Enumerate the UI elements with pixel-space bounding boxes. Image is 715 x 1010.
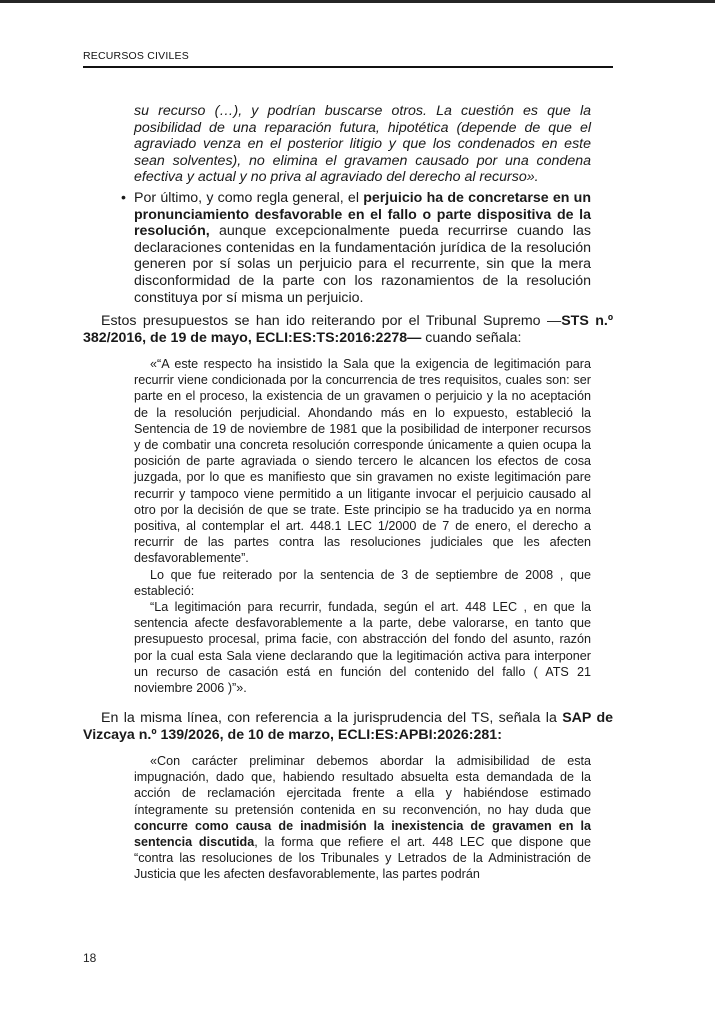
bullet-item bbox=[121, 189, 592, 306]
block-quote-sts bbox=[134, 356, 591, 696]
quote2-bold: concurre como causa de inadmisión la inexistencia de gravamen en la sentencia discutida bbox=[134, 818, 591, 850]
page-body bbox=[83, 103, 613, 883]
running-header bbox=[83, 50, 613, 68]
bullet-text-bold: perjuicio ha de concretarse en un pronunciamiento desfavorable en el fallo o parte dispositiva de la resolución, bbox=[134, 189, 592, 240]
quote-continuation: su recurso (…), y podrían buscarse otros. La cuestión es que la posibilidad de una reparación futura, hipotética (depende de que el agraviado venza en el posterior litigio y que los condenados en este sean solventes), no elimina el gravamen causado por una condena efectiva y actual y no priva al agraviado del derecho al recurso». bbox=[134, 103, 591, 186]
page-top-border bbox=[0, 0, 715, 3]
header-title: RECURSOS CIVILES bbox=[83, 50, 189, 62]
para1-citation: STS n.º 382/2016, de 19 de mayo, ECLI:ES:TS:2016:2278— bbox=[83, 313, 613, 346]
para1-before: Estos presupuestos se han ido reiterando por el Tribunal Supremo — bbox=[101, 313, 562, 330]
block-quote-sap bbox=[134, 753, 591, 883]
paragraph-sts-intro bbox=[83, 313, 613, 346]
para2-citation: SAP de Vizcaya n.º 139/2026, de 10 de marzo, ECLI:ES:APBI:2026:281: bbox=[83, 710, 614, 743]
header-rule bbox=[83, 66, 613, 68]
bullet-text-after: aunque excepcionalmente pueda recurrirse cuando las declaraciones contenidas en la fundamentación jurídica de la resolución generen por sí solas un perjuicio para el recurrente, sin que la mera disconformidad de la parte con los razonamientos de la resolución constituya por sí misma un perjuicio. bbox=[134, 223, 591, 306]
quote1-paragraph-3: “La legitimación para recurrir, fundada, según el art. 448 LEC , en que la sentencia afecte desfavorablemente a la parte, debe valorarse, en tanto que presupuesto procesal, prima facie, con abstracción del fondo del asunto, razón por la cual esta Sala viene declarando que la legitimación activa para interponer un recurso de casación está en función del contenido del fallo ( ATS 21 noviembre 2006 )”». bbox=[134, 599, 591, 695]
quote1-paragraph-2: Lo que fue reiterado por la sentencia de 3 de septiembre de 2008 , que estableció: bbox=[134, 567, 591, 598]
quote2-before: «Con carácter preliminar debemos abordar la admisibilidad de esta impugnación, dado que, habiendo resultado absuelta esta demandada de la acción de reclamación ejercitada frente a ella y habiéndose estimado íntegramente su pretensión contenida en su reconvención, no hay duda que bbox=[134, 754, 591, 817]
quote2-paragraph bbox=[134, 753, 591, 883]
para2-before: En la misma línea, con referencia a la jurisprudencia del TS, señala la bbox=[101, 710, 563, 727]
quote1-paragraph-1: «“A este respecto ha insistido la Sala que la exigencia de legitimación para recurrir viene condicionada por la concurrencia de tres requisitos, cuales son: ser parte en el proceso, la existencia de un gravamen o perjuicio y la no aceptación de la resolución perjudicial. Ahondando más en lo expuesto, estableció la Sentencia de 19 de noviembre de 1981 que la posibilidad de interponer recursos y de combatir una concreta resolución corresponde únicamente a quien ocupa la posición de parte agraviada o siendo tercero le alcancen los efectos de cosa juzgada, por lo que es manifiesto que sin gravamen no existe legitimación pare recurrir y tampoco viene permitido a un litigante invocar el perjuicio causado al otro por la decisión de que se trate. Este principio se ha traducido ya en norma positiva, al contemplar el art. 448.1 LEC 1/2000 de 7 de enero, el derecho a recurrir de las partes contra las resoluciones judiciales que les afecten desfavorablemente”. bbox=[134, 356, 591, 566]
quote2-after: , la forma que refiere el art. 448 LEC que dispone que “contra las resoluciones de los Tribunales y Letrados de la Administración de Justicia que les afecten desfavorablemente, las partes podrán bbox=[134, 835, 591, 882]
bullet-marker: • bbox=[121, 189, 126, 206]
paragraph-sap-intro bbox=[83, 710, 613, 743]
page-number: 18 bbox=[83, 951, 97, 965]
bullet-text-before: Por último, y como regla general, el bbox=[134, 189, 364, 206]
para1-after: cuando señala: bbox=[421, 329, 522, 346]
